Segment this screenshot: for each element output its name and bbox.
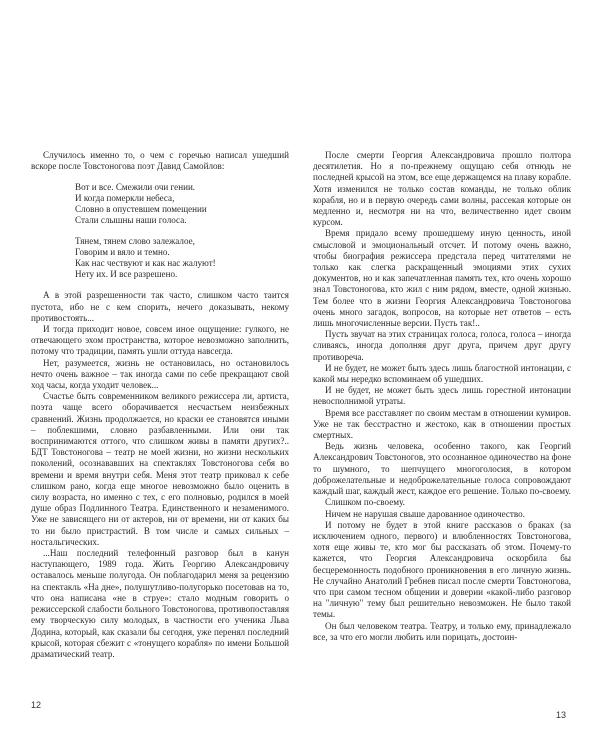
short-line: Слишком по-своему. (325, 497, 405, 508)
body-paragraph: Время все расставляет по своим местам в отношении кумиров. Уже не так бесстрастно и жестоко, как в отношении простых смертных. (313, 407, 571, 441)
poem-line: Нету их. И все разрешено. (75, 269, 178, 280)
body-paragraph: Пусть звучат на этих страницах голоса, голоса, голоса – иногда сливаясь, иногда дополняя друг друга, причем друг другу противореча. (313, 329, 571, 362)
page-number-left: 12 (31, 700, 42, 710)
intro-paragraph: Случилось именно то, о чем с горечью написал ушедший вскоре после Товстоногова поэт Давид Самойлов: (31, 150, 289, 172)
body-paragraph: Ведь жизнь человека, особенно такого, как Георгий Александрович Товстоногов, это осознанное одиночество на фоне то шумного, то шепчущего многоголосия, в котором доброжелательные и недоброжелательные голоса сопровождают каждый шаг, каждый жест, каждое его решение. Только по-своему. (313, 441, 571, 497)
body-paragraph: И тогда приходит новое, совсем иное ощущение: гулкого, не отвечающего эхом пространства, которое невозможно заполнить, потому что традиции, память ушли оттуда навсегда. (31, 324, 289, 357)
right-page (313, 150, 571, 643)
poem-line: Тянем, тянем слово залежалое, (75, 236, 195, 247)
body-paragraph: Время придало всему прошедшему иную ценность, иной смысловой и эмоциональный отсчет. И потому очень важно, чтобы биография режиссера предстала перед читателями не только как слегка раскращенный эмоциями этих сухих документов, но и как запечатленная память тех, кто очень хорошо знал Товстоногова, кто жил с ним рядом, вместе, одной жизнью. Тем более что в жизни Георгия Александровича Товстоногова очень много загадок, вопросов, на которые нет ответов – есть лишь многочисленные версии. Пусть так!.. (313, 228, 571, 329)
body-paragraph: ...Наш последний телефонный разговор был в канун наступающего, 1989 года. Жить Георгию Александровичу оставалось меньше полугода. Он поблагодарил меня за рецензию на спектакль «На дне», полушутливо-полугорько посетовав на то, что она написана «не в струе»: стало модным говорить о режиссерской слабости больного Товстоногова, противопоставляя ему творческую силу молодых, в частности его ученика Льва Додина, который, как сказали бы сегодня, уже перенял последний крысой, которая сбежит с «тонущего корабля» по имени Большой драматический театр. (31, 548, 289, 659)
body-paragraph: И не будет, не может быть здесь лишь горестной интонации невосполнимой утраты. (313, 385, 571, 407)
body-paragraph: Он был человеком театра. Театру, и только ему, принадлежало все, за что его могли любить или порицать, достоин- (313, 620, 571, 642)
poem-quote (75, 182, 289, 280)
body-paragraph: И потому не будет в этой книге рассказов о браках (за исключением одного, первого) и влюбленностях Товстоногова, хотя еще живы те, кто мог бы рассказать об этом. Почему-то кажется, что Георгия Александровича оскорбила бы бесцеремонность подобного проникновения в его личную жизнь. Не случайно Анатолий Гребнев писал после смерти Товстоногова, что при самом тесном общении и доверии «какой-либо разговор на "личную" тему был решительно невозможен. Не было такой темы. (313, 519, 571, 620)
body-paragraph: После смерти Георгия Александровича прошло полтора десятилетия. Но я по-прежнему ощущаю себя отнюдь не последней крысой на этом, все еще держащемся на плаву корабле. Хотя изменился не только состав команды, не только облик корабля, но и в первую очередь сами волны, рассекая которые он медленно и, несмотря ни на что, величественно идет своим курсом. (313, 150, 571, 228)
body-paragraph: А в этой разрешенности так часто, слишком часто таится пустота, ибо не с кем спорить, нечего доказывать, некому противостоять... (31, 290, 289, 323)
body-paragraph: Нет, разумеется, жизнь не остановилась, но остановилось нечто очень важное – так иногда сами по себе прекращают свой ход часы, когда уходит человек... (31, 357, 289, 391)
short-line: Ничем не нарушая свыше дарованное одиночество. (325, 508, 525, 519)
poem-line: Говорим и вяло и темно. (75, 247, 170, 258)
poem-line: Вот и все. Смежили очи гении. (75, 182, 196, 193)
poem-line: Стали слышны наши голоса. (75, 215, 187, 226)
body-paragraph: Счастье быть современником великого режиссера ли, артиста, поэта чаще всего оборачивается несчастьем неизбежных сравнений. Жизнь продолжается, но краски ее становятся иными – поблекшими, словно разбавленными. Или они так воспринимаются оттого, что слишком живы в памяти других?.. БДТ Товстоногова – театр не моей жизни, но жизни нескольких поколений, осознававших на спектаклях Товстоногова себя во времени и время внутри себя. Меня этот театр приковал к себе слишком рано, когда еще многое невозможно было оценить в силу возраста, но именно с тех, с его полновью, родился в моей душе образ Подлинного Театра. Единственного и незаменимого. Уже не зависящего ни от актеров, ни от времени, ни от каких бы то ни было пристрастий. В том числе и самых сильных – ностальгических. (31, 391, 289, 547)
stanza-break (75, 226, 289, 236)
poem-line: Словно в опустевшем помещении (75, 204, 207, 215)
poem-line: И когда померкли небеса, (75, 193, 175, 204)
poem-line: Как нас чествуют и как нас жалуют! (75, 258, 216, 269)
left-page (31, 150, 289, 660)
page-number-right: 13 (556, 710, 567, 720)
body-paragraph: И не будет, не может быть здесь лишь благостной интонации, с какой мы нередко вспоминаем об ушедших. (313, 362, 571, 385)
